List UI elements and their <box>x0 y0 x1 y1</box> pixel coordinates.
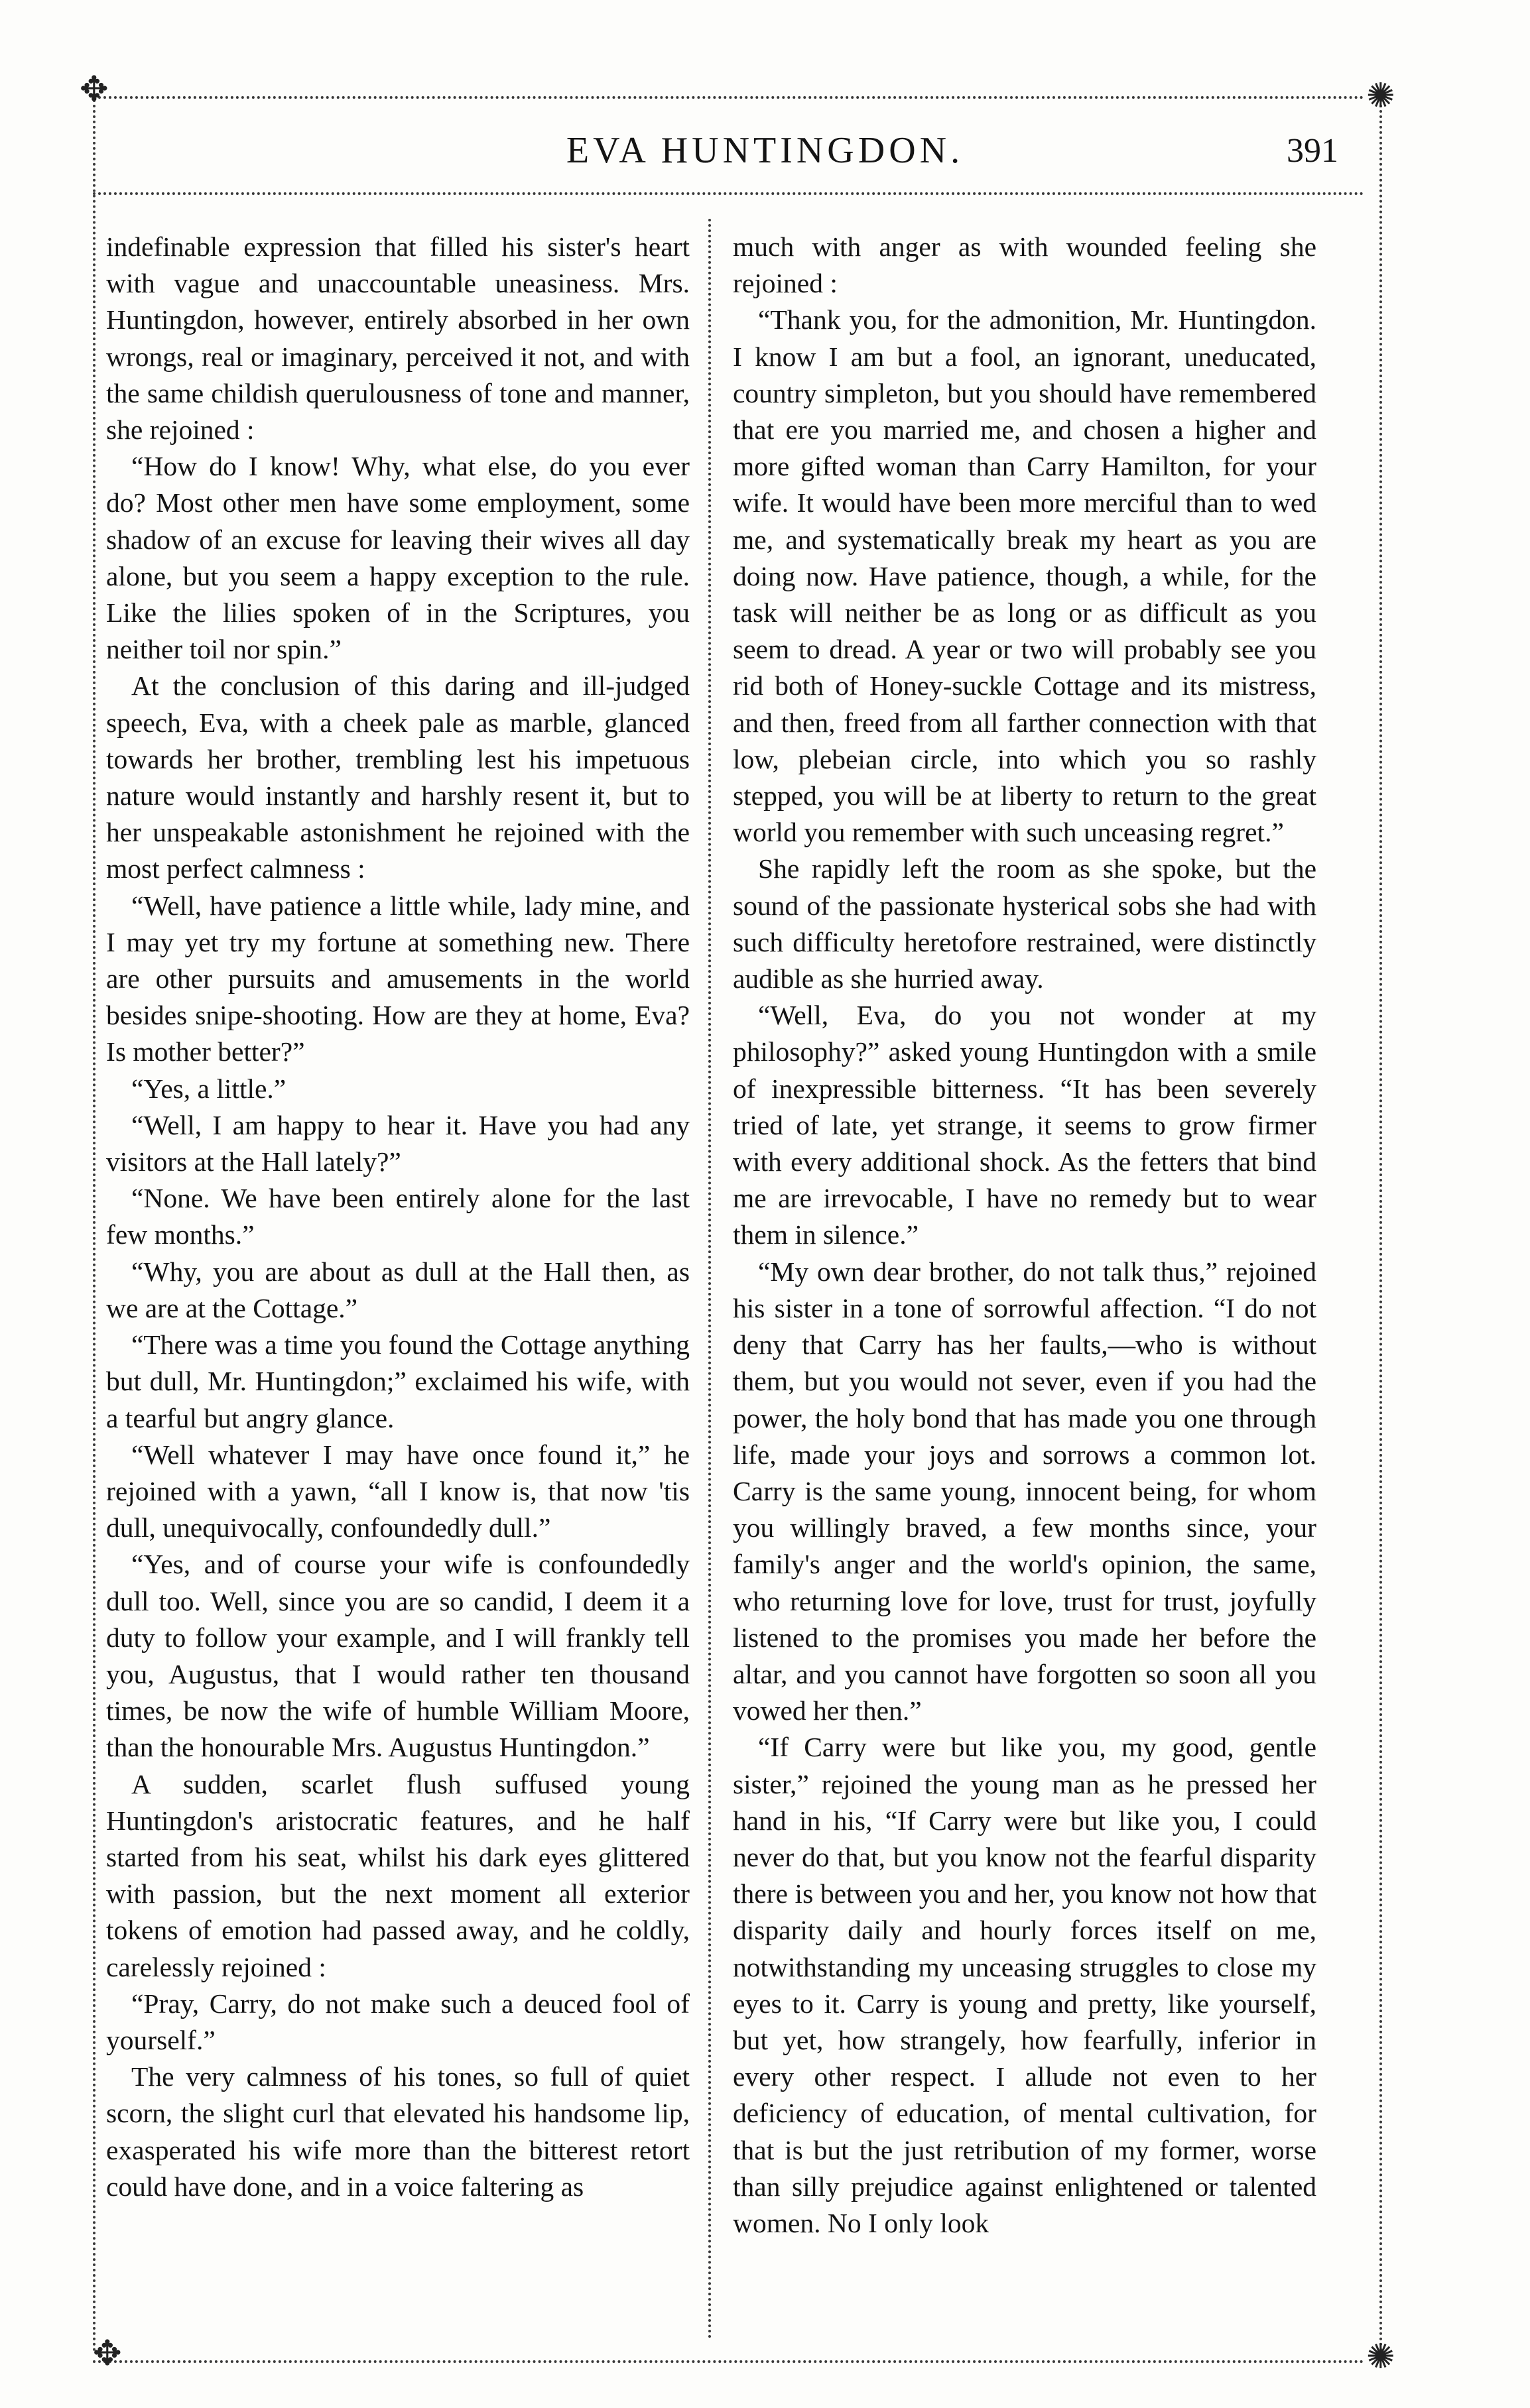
paragraph: “None. We have been entirely alone for the last few months.” <box>106 1183 690 1250</box>
paragraph: “Yes, a little.” <box>131 1073 287 1104</box>
header-underline-rule <box>93 192 1364 195</box>
paragraph: She rapidly left the room as she spoke, but the sound of the passionate hysterical sobs she had with such difficulty heretofore restrained, were distinctly audible as she hurried away. <box>733 853 1316 994</box>
top-ornamental-rule <box>93 96 1364 99</box>
paragraph: “Thank you, for the admonition, Mr. Huntingdon. I know I am but a fool, an ignorant, uneducated, country simpleton, but you should have remembered that ere you married me, and chosen a higher and more gifted woman than Carry Hamilton, for your wife. It would have been more merciful than to wed me, and systematically break my heart as you are doing now. Have patience, though, a while, for the task will neither be as long or as difficult as you seem to dread. A year or two will probably see you rid both of Honey-suckle Cottage and its mistress, and then, freed from all farther connection with that low, plebeian circle, into which you so rashly stepped, you will be at liberty to return to the great world you remember with such unceasing regret.” <box>733 304 1316 848</box>
paragraph: “Why, you are about as dull at the Hall then, as we are at the Cottage.” <box>106 1256 690 1323</box>
paragraph: “My own dear brother, do not talk thus,” rejoined his sister in a tone of sorrowful affection. “I do not deny that Carry has her faults,—who is without them, but you would not sever, even if you had the power, the holy bond that has made you one through life, made your joys and sorrows a common lot. Carry is the same young, innocent being, for whom you willingly braved, a few months since, your family's anger and the world's opinion, the same, who returning love for love, trust for trust, joyfully listened to the promises you made her before the altar, and you cannot have forgotten so soon all you vowed her then.” <box>733 1256 1316 1726</box>
paragraph: “Well, I am happy to hear it. Have you had any visitors at the Hall lately?” <box>106 1109 690 1177</box>
paragraph: “There was a time you found the Cottage anything but dull, Mr. Huntingdon;” exclaimed his wife, with a tearful but angry glance. <box>106 1329 690 1433</box>
paragraph: “Pray, Carry, do not make such a deuced fool of yourself.” <box>106 1988 690 2055</box>
running-header-title: EVA HUNTINGDON. <box>566 130 964 171</box>
paragraph: “Well whatever I may have once found it,” he rejoined with a yawn, “all I know is, that now 'tis dull, unequivocally, confoundedly dull.” <box>106 1439 690 1543</box>
right-border-rule <box>1379 99 1382 2354</box>
bottom-ornamental-rule <box>93 2360 1364 2363</box>
paragraph: The very calmness of his tones, so full of quiet scorn, the slight curl that elevated his handsome lip, exasperated his wife more than the bitterest retort could have done, and in a voice faltering as <box>106 2061 690 2202</box>
corner-ornament-icon: ✺ <box>1366 78 1395 115</box>
paragraph: A sudden, scarlet flush suffused young Huntingdon's aristocratic features, and he half started from his seat, whilst his dark eyes glittered with passion, but the next moment all exterior tokens of emotion had passed away, and he coldly, carelessly rejoined : <box>106 1768 690 1982</box>
paragraph: indefinable expression that filled his sister's heart with vague and unaccountable uneasiness. Mrs. Huntingdon, however, entirely absorbed in her own wrongs, real or imaginary, perceived it not, and with the same childish querulousness of tone and manner, she rejoined : <box>106 231 690 446</box>
paragraph: “Yes, and of course your wife is confoundedly dull too. Well, since you are so candid, I deem it a duty to follow your example, and I will frankly tell you, Augustus, that I would rather ten thousand times, be now the wife of humble William Moore, than the honourable Mrs. Augustus Huntingdon.” <box>106 1549 690 1763</box>
paragraph: “If Carry were but like you, my good, gentle sister,” rejoined the young man as he pressed her hand in his, “If Carry were but like you, I could never do that, but you know not the fearful disparity there is between you and her, you know not how that disparity daily and hourly forces itself on me, notwithstanding my unceasing struggles to close my eyes to it. Carry is young and pretty, like yourself, but yet, how strangely, how fearfully, inferior in every other respect. I allude not even to her deficiency of education, of mental cultivation, for that is but the just retribution of my former, worse than silly prejudice against enlightened or talented women. No I only look <box>733 1732 1316 2238</box>
corner-ornament-icon: ✥ <box>93 2335 122 2373</box>
paragraph: much with anger as with wounded feeling she rejoined : <box>733 231 1316 299</box>
left-border-rule <box>93 99 96 2354</box>
paragraph: “How do I know! Why, what else, do you ever do? Most other men have some employment, some shadow of an excuse for leaving their wives all day alone, but you seem a happy exception to the rule. Like the lilies spoken of in the Scriptures, you neither toil nor spin.” <box>106 451 690 665</box>
corner-ornament-icon: ✥ <box>80 71 109 109</box>
paragraph: “Well, have patience a little while, lady mine, and I may yet try my fortune at something new. There are other pursuits and amusements in the world besides snipe-shooting. How are they at home, Eva? Is mother better?” <box>106 890 690 1067</box>
corner-ornament-icon: ✺ <box>1366 2338 1395 2376</box>
left-text-column <box>106 229 690 2337</box>
paragraph: “Well, Eva, do you not wonder at my philosophy?” asked young Huntingdon with a smile of inexpressible bitterness. “It has been severely tried of late, yet strange, it seems to grow firmer with every additional shock. As the fetters that bind me are irrevocable, I have no remedy but to wear them in silence.” <box>733 1000 1316 1250</box>
paragraph: At the conclusion of this daring and ill-judged speech, Eva, with a cheek pale as marble, glanced towards her brother, trembling lest his impetuous nature would instantly and harshly resent it, but to her unspeakable astonishment he rejoined with the most perfect calmness : <box>106 670 690 884</box>
right-text-column <box>733 229 1316 2337</box>
column-divider-rule <box>708 219 711 2340</box>
page-number: 391 <box>1287 132 1338 170</box>
